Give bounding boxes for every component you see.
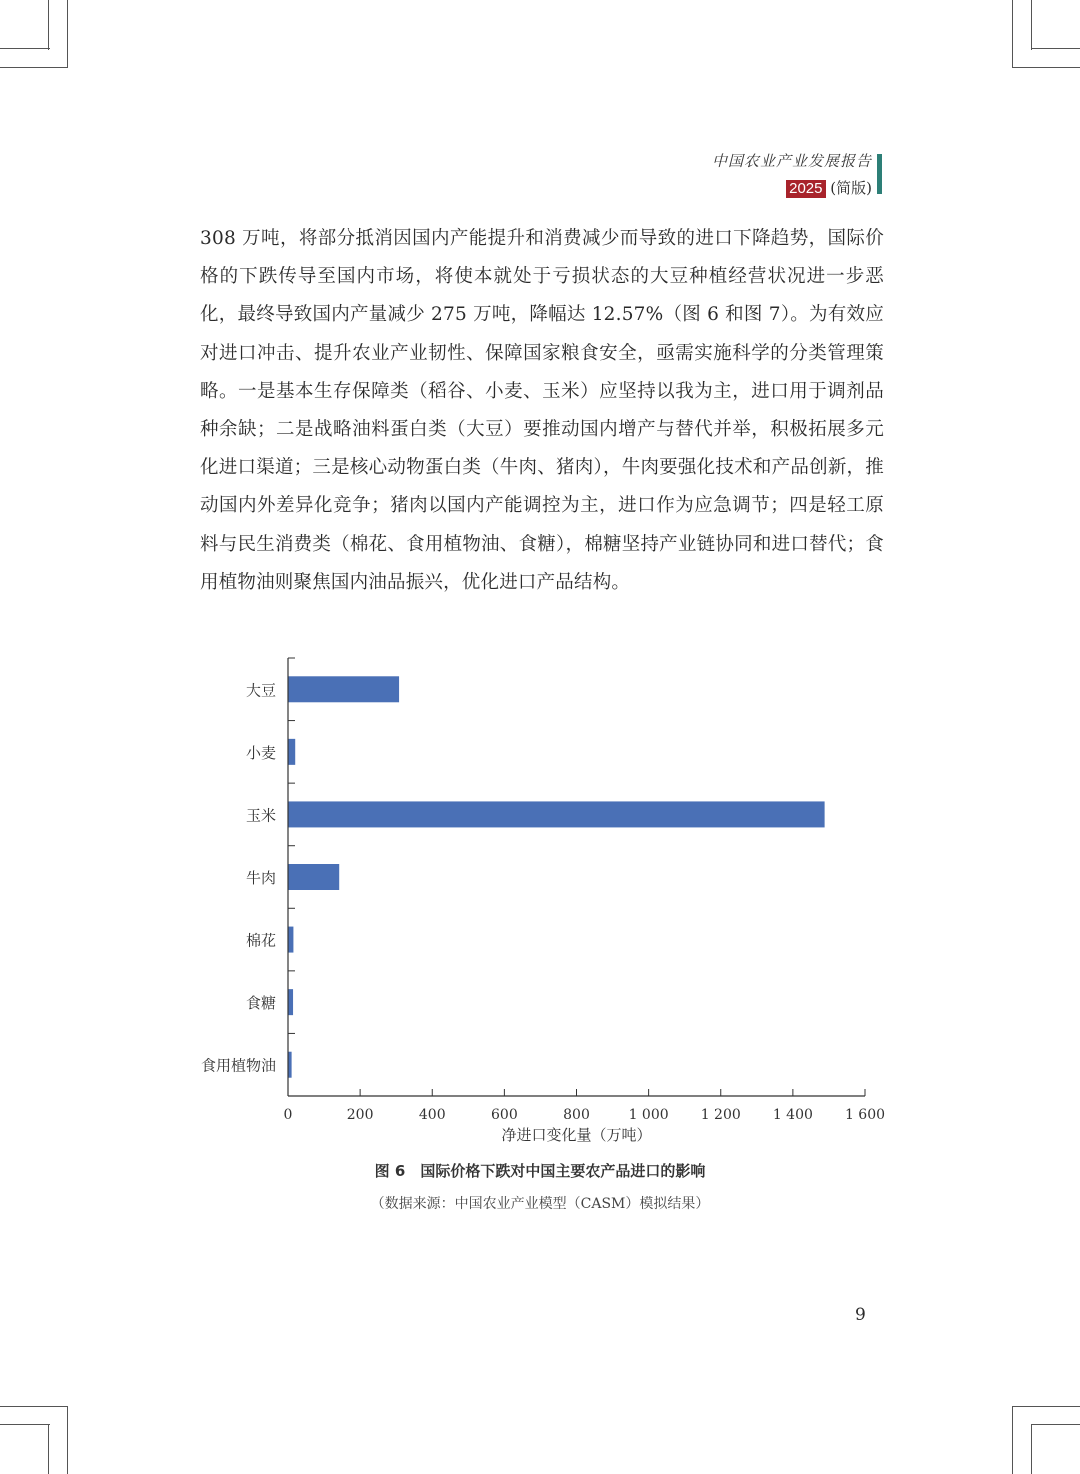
category-label-2: 玉米 — [245, 806, 276, 825]
bar-5 — [288, 989, 293, 1015]
category-label-0: 大豆 — [245, 681, 276, 700]
running-head-year-badge: 2025 — [786, 180, 825, 198]
crop-mark-bottom-right-h — [1012, 1406, 1080, 1407]
x-tick-label-7: 1 400 — [772, 1107, 813, 1123]
category-label-1: 小麦 — [245, 743, 276, 762]
category-label-6: 食用植物油 — [200, 1056, 276, 1075]
crop-mark-bottom-left-v — [67, 1406, 68, 1474]
crop-mark-top-right-v — [1012, 0, 1013, 68]
crop-mark-top-right-h — [1012, 67, 1080, 68]
crop-mark-top-left-v2 — [48, 0, 49, 50]
category-label-3: 牛肉 — [245, 869, 276, 887]
x-tick-label-1: 200 — [346, 1107, 374, 1123]
crop-mark-bottom-right-v2 — [1031, 1424, 1032, 1474]
running-head-edition: (简版) — [830, 179, 872, 197]
bar-0 — [288, 676, 399, 702]
bar-1 — [288, 739, 295, 765]
running-head-edition-line — [712, 177, 872, 198]
running-head-accent-bar — [877, 154, 882, 194]
bar-3 — [288, 864, 339, 890]
x-axis-title: 净进口变化量（万吨） — [501, 1126, 652, 1144]
figure-6-bar-chart — [0, 640, 1080, 1150]
x-tick-label-6: 1 200 — [700, 1107, 741, 1123]
running-head-title: 中国农业产业发展报告 — [711, 152, 872, 170]
crop-mark-bottom-left-h — [0, 1406, 68, 1407]
x-tick-label-5: 1 000 — [628, 1107, 669, 1123]
bar-2 — [288, 801, 825, 827]
crop-mark-top-left-h — [0, 67, 68, 68]
crop-mark-top-left-h2 — [0, 48, 50, 49]
crop-mark-bottom-right-h2 — [1031, 1424, 1080, 1425]
crop-mark-bottom-left-v2 — [48, 1424, 49, 1474]
x-tick-label-4: 800 — [563, 1107, 590, 1123]
body-text — [200, 220, 884, 602]
x-tick-label-2: 400 — [418, 1107, 446, 1123]
figure-caption: 图 6 国际价格下跌对中国主要农产品进口的影响 — [374, 1162, 706, 1180]
bar-4 — [288, 927, 293, 953]
crop-mark-bottom-right-v — [1012, 1406, 1013, 1474]
crop-mark-top-right-v2 — [1031, 0, 1032, 50]
x-tick-label-0: 0 — [283, 1107, 293, 1123]
x-tick-label-8: 1 600 — [844, 1107, 886, 1123]
running-head — [712, 150, 872, 198]
crop-mark-bottom-left-h2 — [0, 1424, 50, 1425]
category-label-4: 棉花 — [245, 931, 276, 950]
category-label-5: 食糖 — [245, 994, 276, 1013]
x-tick-label-3: 600 — [491, 1107, 518, 1123]
crop-mark-top-left-v — [67, 0, 68, 68]
figure-source: （数据来源：中国农业产业模型（CASM）模拟结果） — [370, 1196, 710, 1212]
crop-mark-top-right-h2 — [1031, 48, 1080, 49]
body-paragraph: 308 万吨，将部分抵消因国内产能提升和消费减少而导致的进口下降趋势，国际价格的下跌传导至国内市场，将使本就处于亏损状态的大豆种植经营状况进一步恶化，最终导致国内产量减少 275 万吨，降幅达 12.57%（图 6 和图 7）。为有效应对进口冲击、提升农业产业韧性、保障国家粮食安全，亟需实施科学的分类管理策略。一是基本生存保障类（稻谷、小麦、玉米）应坚持以我为主，进口用于调剂品种余缺；二是战略油料蛋白类（大豆）要推动国内增产与替代并举，积极拓展多元化进口渠道；三是核心动物蛋白类（牛肉、猪肉），牛肉要强化技术和产品创新，推动国内外差异化竞争；猪肉以国内产能调控为主，进口作为应急调节；四是轻工原料与民生消费类（棉花、食用植物油、食糖），棉糖坚持产业链协同和进口替代；食用植物油则聚焦国内油品振兴，优化进口产品结构。 — [200, 228, 884, 593]
page-number: 9 — [855, 1305, 866, 1325]
